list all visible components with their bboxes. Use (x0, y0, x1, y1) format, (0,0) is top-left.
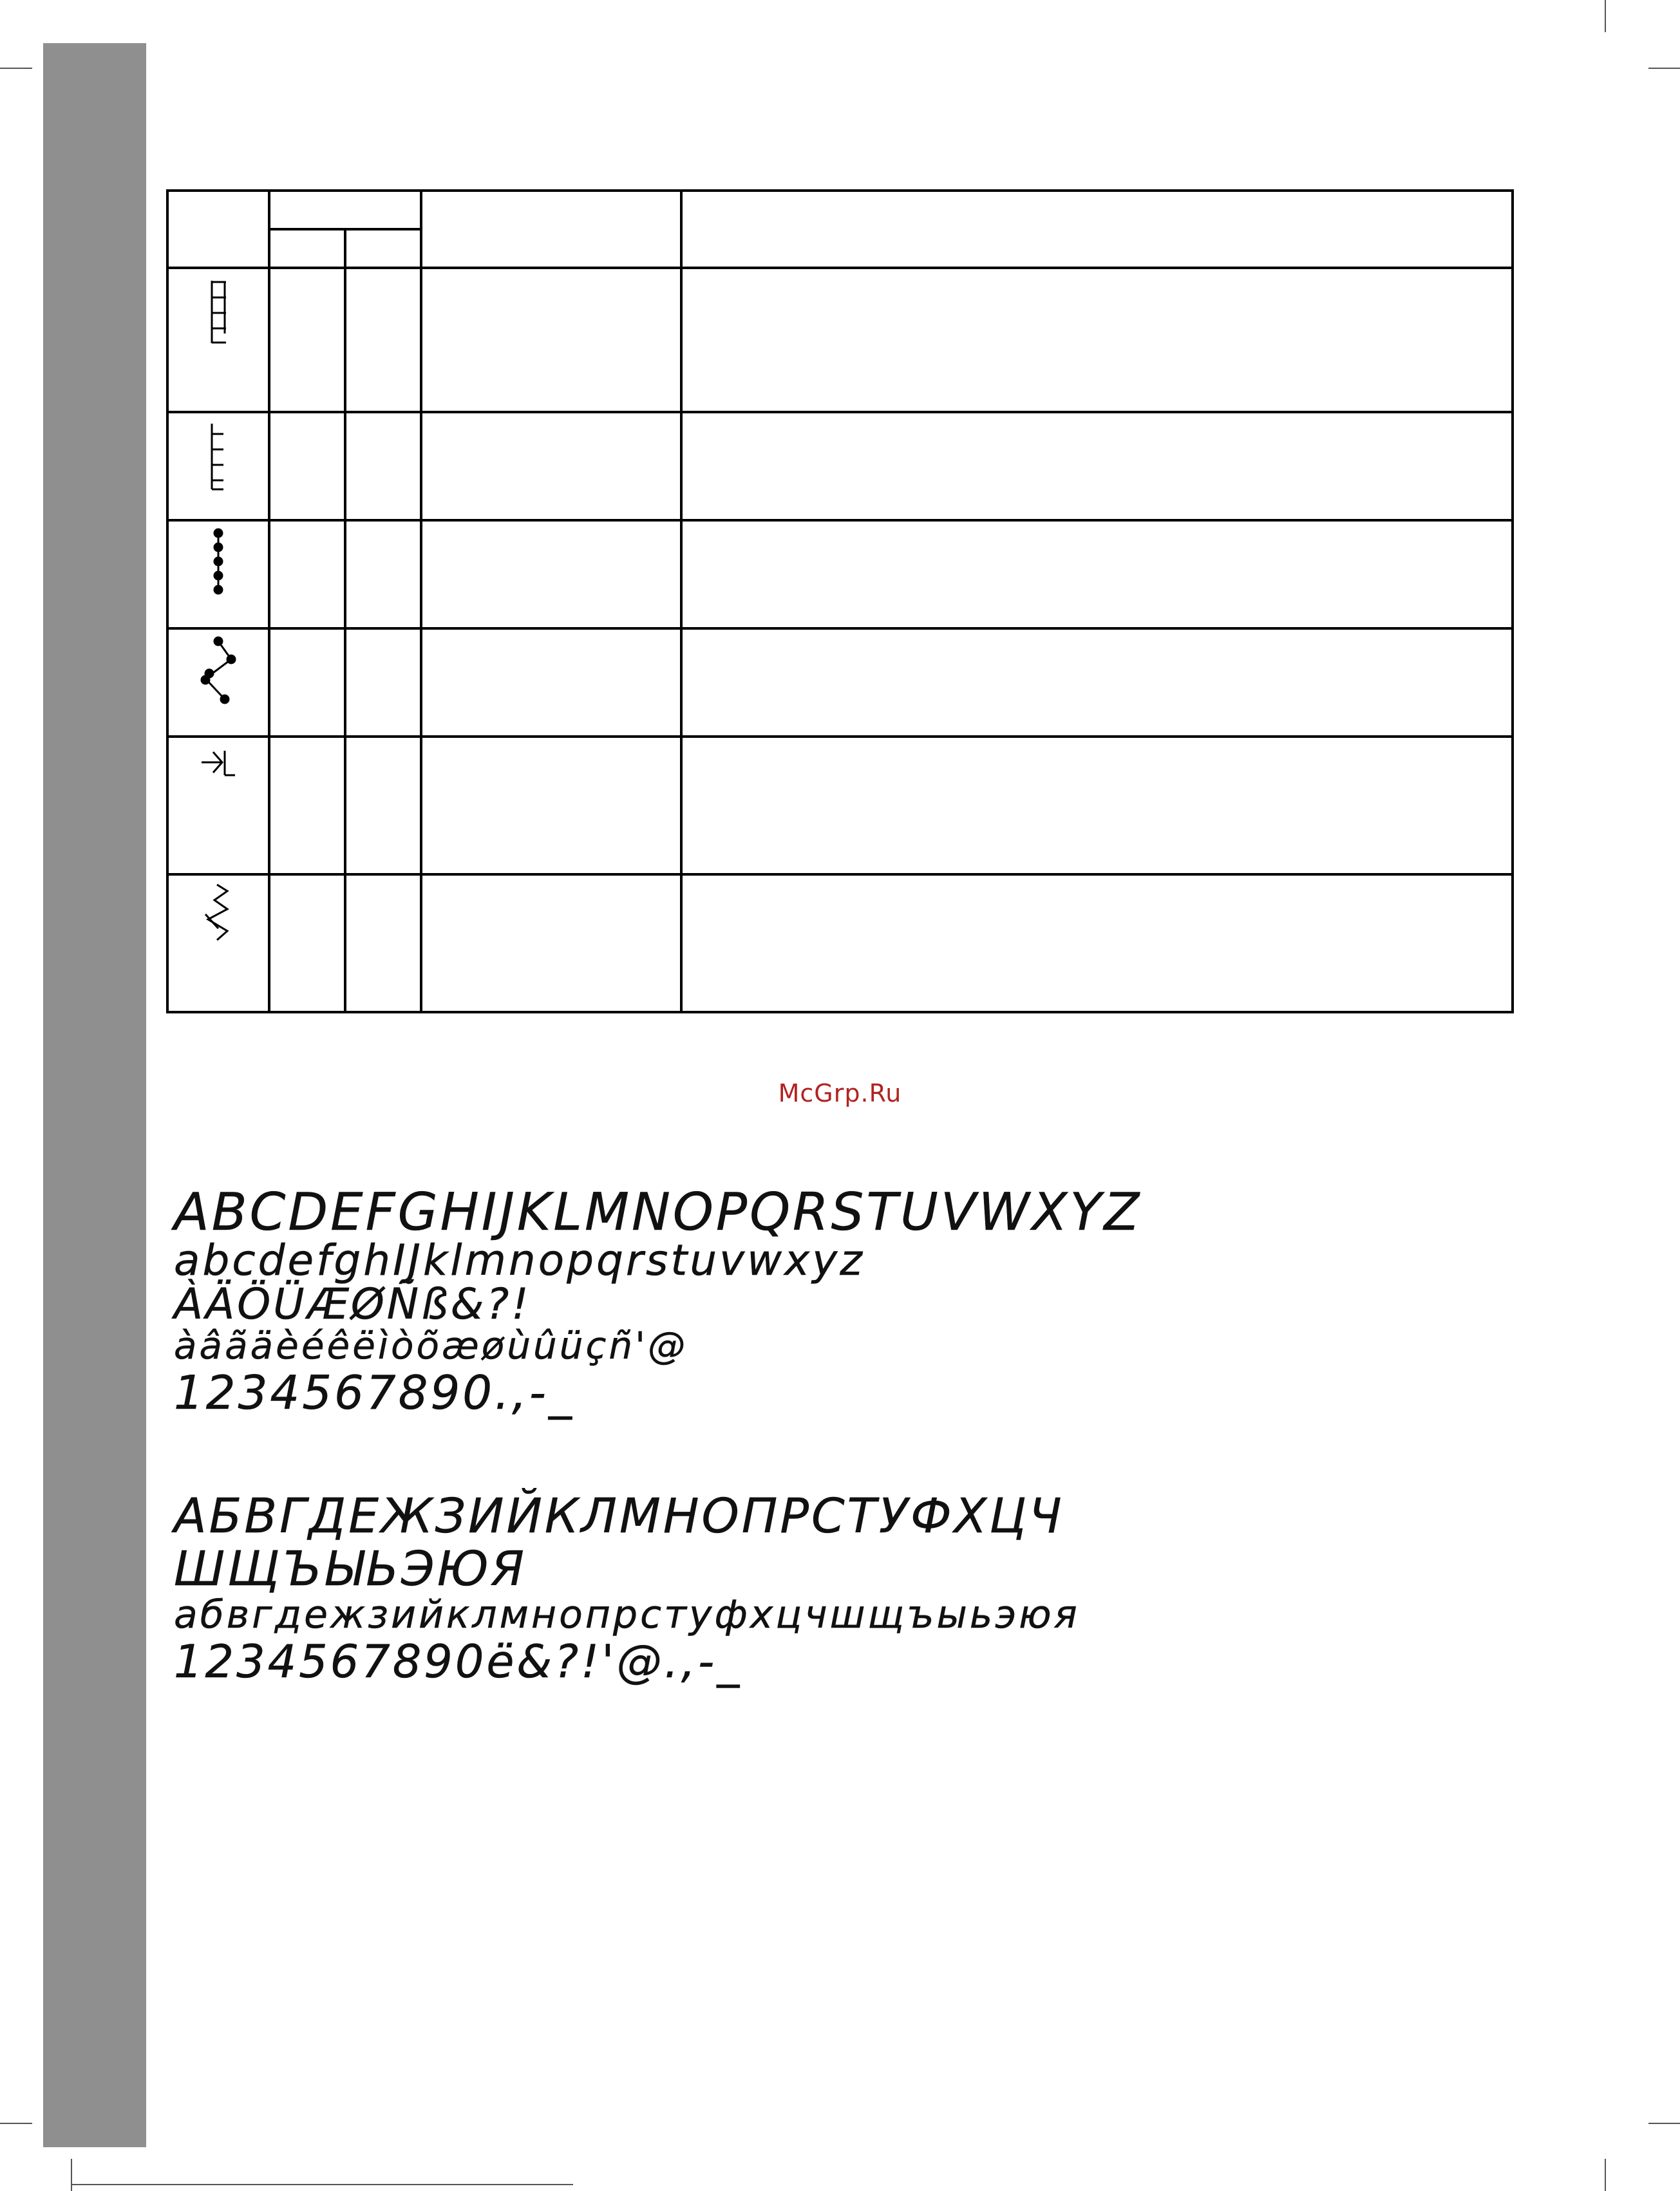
stitch-symbol-cell (167, 520, 269, 628)
table-cell (421, 874, 681, 1012)
table-cell (681, 520, 1513, 628)
latin-charset (174, 1182, 1142, 1420)
table-row (167, 412, 1513, 520)
stitch-symbol-cell (167, 412, 269, 520)
table-cell (421, 737, 681, 874)
table-cell (681, 737, 1513, 874)
triple-dot-stitch-icon (205, 528, 231, 599)
table-cell (421, 268, 681, 412)
table-row (167, 268, 1513, 412)
crop-mark (0, 68, 32, 69)
straight-stitch-sparse-icon (205, 276, 231, 346)
table-cell (421, 628, 681, 737)
charset-line: 1234567890ё&?!'@.,-_ (174, 1635, 742, 1688)
crop-mark (1605, 0, 1606, 32)
table-cell (681, 628, 1513, 737)
charset-line: ABCDEFGHIJKLMNOPQRSTUVWXYZ (174, 1182, 1142, 1242)
charset-line: ÀÄÖÜÆØÑß&?! (174, 1279, 531, 1329)
stitch-table (166, 189, 1514, 1013)
header-cell (269, 191, 421, 229)
stitch-symbol-cell (167, 874, 269, 1012)
tie-off-stitch-icon (199, 744, 238, 783)
header-cell (421, 191, 681, 268)
table-cell (681, 874, 1513, 1012)
stitch-symbol-cell (167, 628, 269, 737)
table-cell (269, 874, 345, 1012)
table-cell (269, 737, 345, 874)
crop-mark (0, 2123, 32, 2124)
table-cell (269, 268, 345, 412)
stitch-symbol-cell (167, 737, 269, 874)
table-cell (345, 412, 421, 520)
bottom-rule (71, 2184, 573, 2185)
table-cell (421, 412, 681, 520)
charset-line: àâãäèéêëìòõæøùûüçñ'@ (174, 1324, 688, 1368)
charset-line: абвгдежзийклмнопрстуфхцчшщъыьэюя (174, 1592, 1080, 1637)
table-cell (345, 628, 421, 737)
straight-stitch-dense-icon (205, 420, 231, 491)
table-row (167, 737, 1513, 874)
table-cell (681, 268, 1513, 412)
zigzag-dot-stitch-icon (199, 636, 238, 707)
watermark: McGrp.Ru (778, 1079, 902, 1107)
table-header-row (167, 191, 1513, 229)
header-cell (681, 191, 1513, 268)
table-cell (269, 520, 345, 628)
charset-line: 1234567890.,-_ (174, 1366, 574, 1420)
stitch-symbol-cell (167, 268, 269, 412)
table-row (167, 874, 1513, 1012)
header-cell (269, 229, 345, 268)
table-cell (345, 268, 421, 412)
table-row (167, 520, 1513, 628)
crop-mark (1648, 2123, 1680, 2124)
table-cell (681, 412, 1513, 520)
table-cell (269, 628, 345, 737)
header-cell (167, 191, 269, 268)
cyrillic-charset (174, 1489, 1080, 1688)
table-cell (421, 520, 681, 628)
table-cell (345, 874, 421, 1012)
charset-line: АБВГДЕЖЗИЙКЛМНОПРСТУФХЦЧ (174, 1489, 1064, 1544)
table-cell (345, 520, 421, 628)
table-row (167, 628, 1513, 737)
charset-line: ШЩЪЫЬЭЮЯ (174, 1541, 527, 1597)
crop-mark (71, 2159, 72, 2191)
cross-zigzag-stitch-icon (199, 882, 238, 946)
header-cell (345, 229, 421, 268)
crop-mark (1605, 2159, 1606, 2191)
crop-mark (1648, 68, 1680, 69)
table-cell (345, 737, 421, 874)
charset-line: abcdefghIJklmnopqrstuvwxyz (174, 1236, 865, 1285)
table-cell (269, 412, 345, 520)
